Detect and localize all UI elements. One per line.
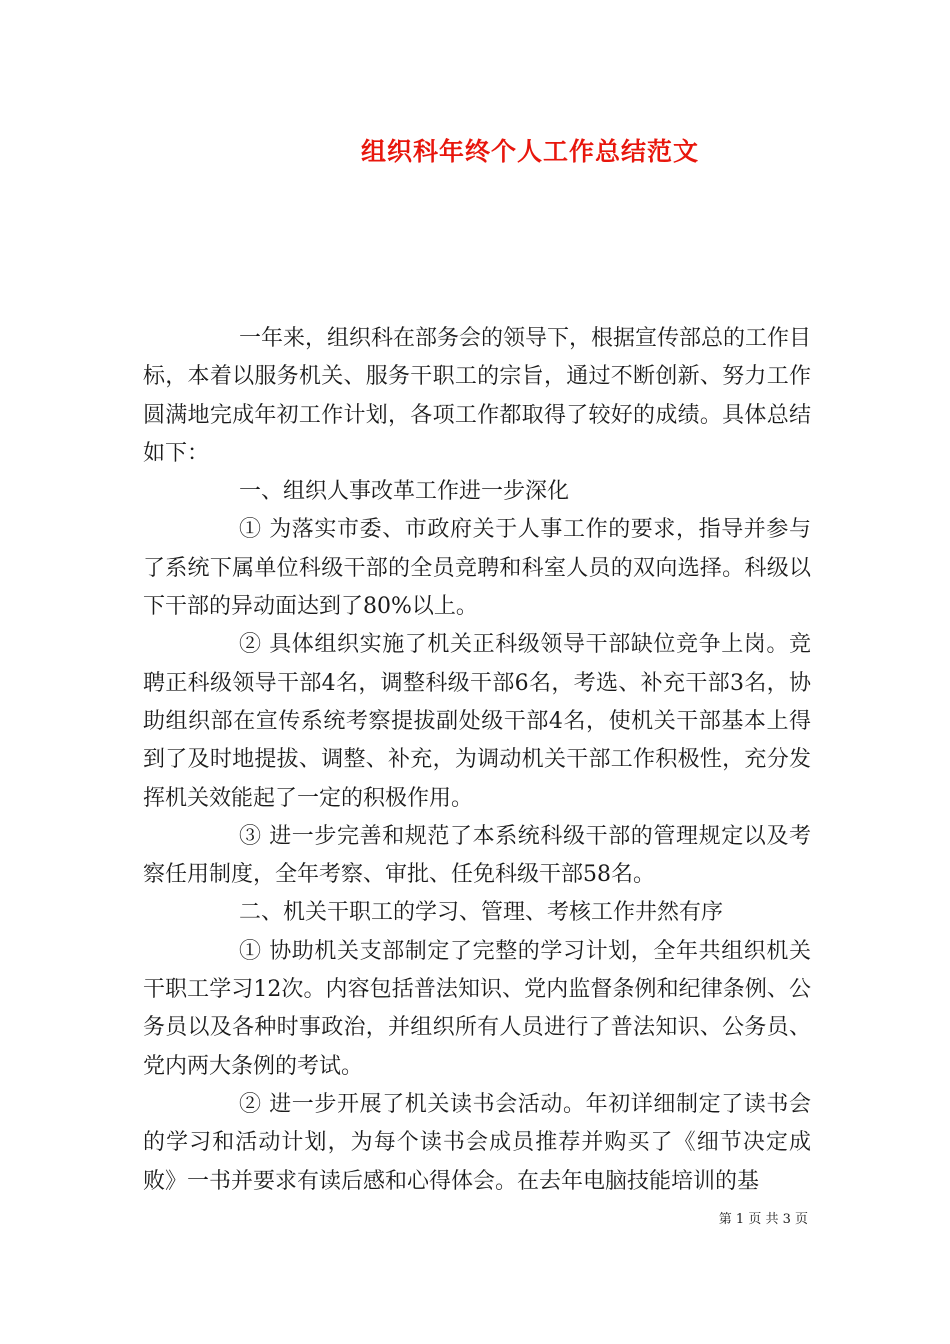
- paragraph-item-2-2: ② 进一步开展了机关读书会活动。年初详细制定了读书会的学习和活动计划，为每个读书会成员推荐并购买了《细节决定成败》一书并要求有读后感和心得体会。在去年电脑技能培训的基: [143, 1091, 811, 1194]
- paragraph-item-1-1: ① 为落实市委、市政府关于人事工作的要求，指导并参与了系统下属单位科级干部的全员竞聘和科室人员的双向选择。科级以下干部的异动面达到了80%以上。: [143, 517, 811, 620]
- page-number: 第 1 页 共 3 页: [718, 1212, 808, 1227]
- document-title: 组织科年终个人工作总结范文: [360, 137, 699, 166]
- paragraph-item-1-2: ② 具体组织实施了机关正科级领导干部缺位竞争上岗。竞聘正科级领导干部4名，调整科级干部6名，考选、补充干部3名，协助组织部在宣传系统考察提拔副处级干部4名，使机关干部基本上得到了及时地提拔、调整、补充，为调动机关干部工作积极性，充分发挥机关效能起了一定的积极作用。: [143, 632, 811, 811]
- paragraph-item-1-3: ③ 进一步完善和规范了本系统科级干部的管理规定以及考察任用制度，全年考察、审批、任免科级干部58名。: [143, 823, 811, 888]
- section-heading-1: 一、组织人事改革工作进一步深化: [239, 479, 570, 505]
- document-body: [143, 320, 811, 1201]
- intro-paragraph: 一年来，组织科在部务会的领导下，根据宣传部总的工作目标，本着以服务机关、服务干职工的宗旨，通过不断创新、努力工作圆满地完成年初工作计划，各项工作都取得了较好的成绩。具体总结如下：: [143, 326, 812, 466]
- section-heading-2: 二、机关干职工的学习、管理、考核工作井然有序: [239, 900, 724, 926]
- paragraph-item-2-1: ① 协助机关支部制定了完整的学习计划，全年共组织机关干职工学习12次。内容包括普法知识、党内监督条例和纪律条例、公务员以及各种时事政治，并组织所有人员进行了普法知识、公务员、党内两大条例的考试。: [143, 938, 811, 1079]
